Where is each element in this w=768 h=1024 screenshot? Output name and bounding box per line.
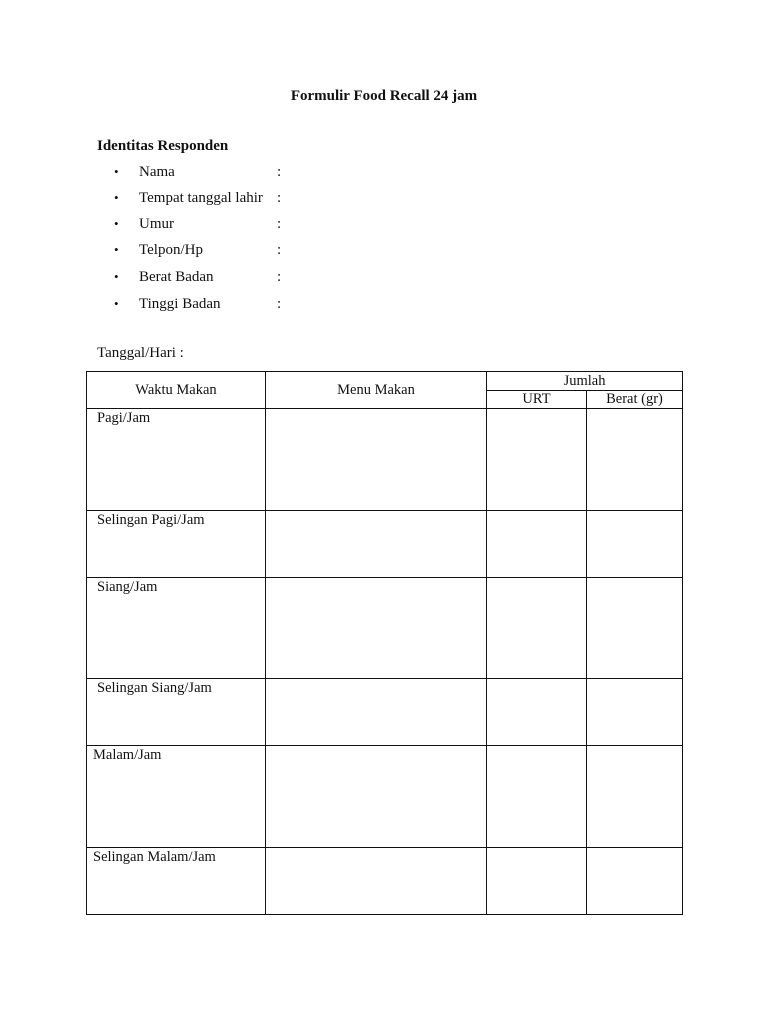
bullet-icon: • — [114, 296, 119, 311]
field-umur — [0, 216, 400, 236]
row-label-cell — [87, 679, 266, 746]
field-telpon — [0, 242, 400, 262]
field-separator: : — [277, 269, 282, 285]
row-label: Malam/Jam — [93, 747, 162, 763]
table-row — [87, 679, 683, 746]
menu-cell[interactable] — [266, 409, 487, 511]
berat-cell[interactable] — [587, 409, 683, 511]
field-label: Telpon/Hp — [139, 242, 203, 258]
row-label: Siang/Jam — [97, 579, 158, 595]
row-label-cell — [87, 578, 266, 679]
bullet-icon: • — [114, 164, 119, 179]
berat-cell[interactable] — [587, 848, 683, 915]
identity-heading: Identitas Responden — [97, 138, 229, 154]
berat-cell[interactable] — [587, 511, 683, 578]
urt-cell[interactable] — [487, 409, 587, 511]
berat-cell[interactable] — [587, 679, 683, 746]
form-title: Formulir Food Recall 24 jam — [290, 88, 478, 104]
table-row — [87, 578, 683, 679]
field-tempat-tanggal-lahir — [0, 190, 400, 210]
row-label-cell — [87, 409, 266, 511]
berat-cell[interactable] — [587, 746, 683, 848]
food-recall-table — [86, 371, 683, 915]
table-row — [87, 511, 683, 578]
row-label: Pagi/Jam — [97, 410, 151, 426]
field-label: Nama — [139, 164, 175, 180]
field-label: Berat Badan — [139, 269, 214, 285]
table-row — [87, 409, 683, 511]
row-label: Selingan Pagi/Jam — [97, 512, 205, 528]
row-label-cell — [87, 848, 266, 915]
field-label: Tempat tanggal lahir — [139, 190, 263, 206]
header-menu-makan: Menu Makan — [266, 372, 487, 409]
row-label: Selingan Malam/Jam — [93, 849, 216, 865]
bullet-icon: • — [114, 242, 119, 257]
header-urt: URT — [487, 391, 587, 409]
row-label-cell — [87, 746, 266, 848]
header-waktu-makan: Waktu Makan — [87, 372, 266, 409]
urt-cell[interactable] — [487, 679, 587, 746]
menu-cell[interactable] — [266, 679, 487, 746]
field-separator: : — [277, 296, 282, 312]
header-jumlah: Jumlah — [487, 372, 683, 391]
menu-cell[interactable] — [266, 848, 487, 915]
row-label: Selingan Siang/Jam — [97, 680, 212, 696]
field-label: Umur — [139, 216, 174, 232]
urt-cell[interactable] — [487, 578, 587, 679]
field-separator: : — [277, 190, 282, 206]
field-tinggi-badan — [0, 296, 400, 316]
urt-cell[interactable] — [487, 848, 587, 915]
field-nama — [0, 164, 400, 184]
urt-cell[interactable] — [487, 511, 587, 578]
field-label: Tinggi Badan — [139, 296, 221, 312]
header-berat: Berat (gr) — [587, 391, 683, 409]
field-separator: : — [277, 242, 282, 258]
row-label-cell — [87, 511, 266, 578]
bullet-icon: • — [114, 216, 119, 231]
urt-cell[interactable] — [487, 746, 587, 848]
bullet-icon: • — [114, 269, 119, 284]
field-separator: : — [277, 216, 282, 232]
bullet-icon: • — [114, 190, 119, 205]
date-label: Tanggal/Hari : — [97, 345, 184, 361]
berat-cell[interactable] — [587, 578, 683, 679]
table-row — [87, 746, 683, 848]
field-berat-badan — [0, 269, 400, 289]
table-row — [87, 848, 683, 915]
menu-cell[interactable] — [266, 746, 487, 848]
menu-cell[interactable] — [266, 511, 487, 578]
field-separator: : — [277, 164, 282, 180]
menu-cell[interactable] — [266, 578, 487, 679]
